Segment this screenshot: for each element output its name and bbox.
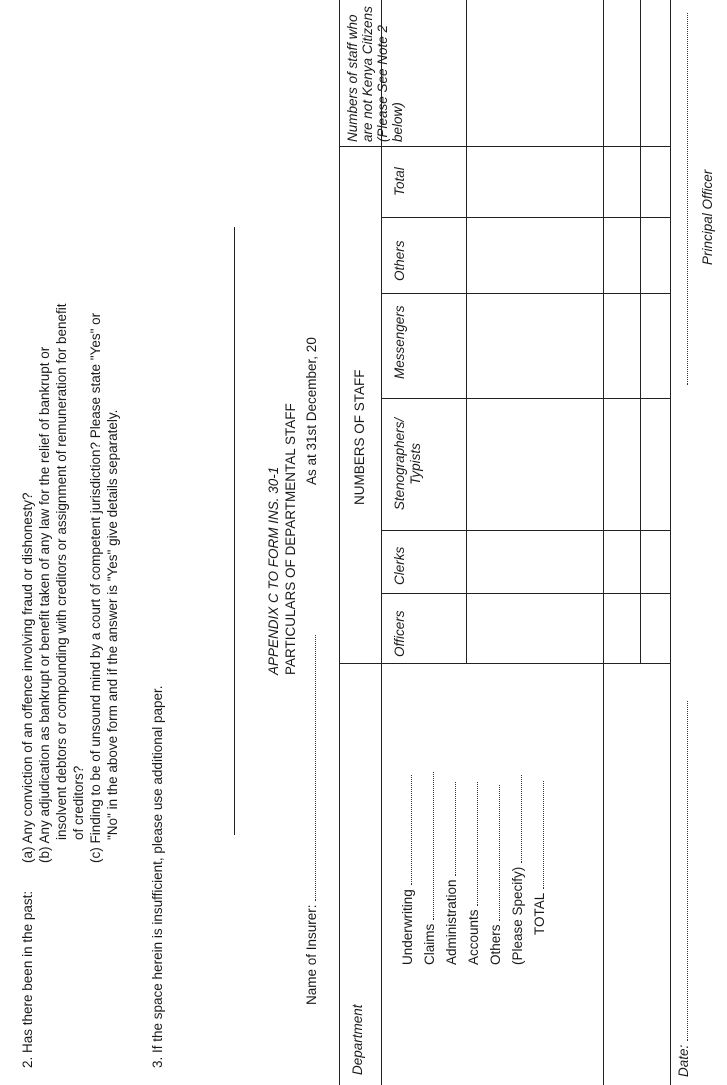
question-2c-line2: "No" in the above form and if the answer is "Yes" give details separately. (105, 409, 120, 840)
column-divider-total (339, 146, 670, 147)
table-body-bottom-border (603, 0, 604, 1085)
column-divider-clerks (381, 530, 670, 531)
section-divider (234, 227, 235, 835)
row-underwriting-label: Underwriting (400, 889, 415, 965)
signature-dotted-line[interactable] (676, 13, 688, 385)
table-header-bottom-border (381, 0, 382, 1085)
row-others-label: Others (488, 924, 503, 965)
column-header-clerks: Clerks (392, 546, 407, 585)
row-accounts-label: Accounts (466, 909, 481, 965)
column-header-officers: Officers (392, 610, 407, 657)
table-bottom-border (670, 0, 671, 1085)
as-at-date: As at 31st December, 20 (304, 337, 319, 485)
row-claims-label: Claims (422, 923, 437, 965)
row-administration-dots (444, 782, 456, 876)
principal-officer-label: Principal Officer (700, 169, 715, 265)
question-3: 3. If the space herein is insufficient, please use additional paper. (150, 685, 165, 1068)
department-header: Department (350, 1004, 365, 1075)
insurer-field (304, 635, 320, 1005)
row-others-dots (488, 785, 500, 921)
date-field (676, 701, 692, 1077)
column-divider-stenographers (381, 398, 670, 399)
row-others (488, 785, 504, 965)
question-2b-line1: (b) Any adjudication as bankrupt or benefit taken of any law for the relief of bankrupt or (37, 346, 52, 863)
row-total-label: TOTAL (532, 893, 547, 935)
column-divider-department (339, 663, 670, 664)
column-header-others: Others (392, 240, 407, 281)
column-divider-officers (381, 593, 670, 594)
question-2b-line3: of creditors? (71, 765, 86, 840)
row-accounts (466, 782, 482, 965)
row-please-specify-label: (Please Specify) (510, 866, 525, 965)
column-header-messengers: Messengers (392, 305, 407, 379)
row-administration-label: Administration (444, 879, 459, 965)
table-top-border (339, 0, 340, 1085)
column-header-total: Total (392, 167, 407, 196)
appendix-subtitle: PARTICULARS OF DEPARTMENTAL STAFF (283, 403, 298, 675)
row-underwriting-dots (400, 775, 412, 885)
date-label: Date: (676, 1044, 691, 1077)
table-column-header-border (466, 0, 467, 664)
question-2c-line1: (c) Finding to be of unsound mind by a court of competent jurisdiction? Please state "Yes" or (88, 312, 103, 863)
question-2-lead: 2. Has there been in the past: (20, 890, 35, 1068)
row-please-specify (510, 775, 526, 965)
numbers-of-staff-header: NUMBERS OF STAFF (352, 369, 367, 505)
row-total-dots (532, 781, 544, 889)
row-claims-dots (422, 772, 434, 920)
row-underwriting (400, 775, 416, 965)
column-divider-messengers (381, 293, 670, 294)
question-2a: (a) Any conviction of an offence involving fraud or dishonesty? (20, 492, 35, 863)
signature-dotted-line-wrap (676, 13, 692, 385)
insurer-dotted-line[interactable] (304, 635, 316, 901)
column-header-stenographers: Stenographers/ Typists (392, 417, 423, 511)
insurer-label: Name of Insurer: (304, 904, 319, 1005)
row-claims (422, 772, 438, 965)
table-total-row-border (640, 0, 641, 664)
row-total (532, 781, 548, 935)
question-2b-line2: insolvent debtors or compounding with creditors or assignment of remuneration for benefit (54, 303, 69, 840)
row-please-specify-dots (510, 775, 522, 863)
row-administration (444, 782, 460, 965)
appendix-title: APPENDIX C TO FORM INS. 30-1 (266, 466, 281, 675)
column-divider-others (381, 217, 670, 218)
row-accounts-dots (466, 782, 478, 906)
non-citizen-staff-header: Numbers of staff who are not Kenya Citizens (Please See Note 2 below) (345, 6, 405, 142)
date-dotted-line[interactable] (676, 701, 688, 1041)
